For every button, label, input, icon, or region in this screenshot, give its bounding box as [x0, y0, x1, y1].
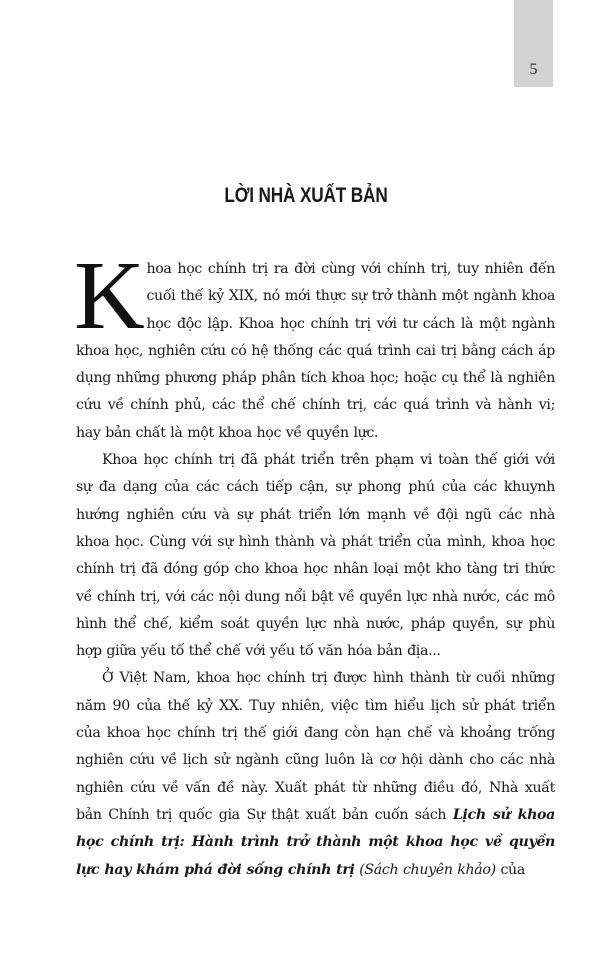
drop-cap: K: [74, 242, 145, 350]
paragraph-3-text: Ở Việt Nam, khoa học chính trị được hình thành từ cuối những năm 90 của thế kỷ XX. Tuy nhiên, việc tìm hiểu lịch sử phát triển của khoa học chính trị thế giới đang còn hạn chế và khoảng trống nghiên cứu về lịch sử ngành cũng luôn là cơ hội dành cho các nhà nghiên cứu về vấn đề này. Xuất phát từ những điều đó, Nhà xuất bản Chính trị quốc gia Sự thật xuất bản cuốn sách: [76, 670, 555, 823]
paragraph-2: Khoa học chính trị đã phát triển trên phạm vi toàn thế giới với sự đa dạng của các cách tiếp cận, sự phong phú của các khuynh hướng nghiên cứu và sự phát triển lớn mạnh về đội ngũ các nhà khoa học. Cùng với sự hình thành và phát triển của mình, khoa học chính trị đã đóng góp cho khoa học nhân loại một kho tàng tri thức về chính trị, với các nội dung nổi bật về quyền lực nhà nước, các mô hình thể chế, kiểm soát quyền lực nhà nước, pháp quyền, sự phù hợp giữa yếu tố thể chế với yếu tố văn hóa bản địa...: [76, 452, 555, 660]
paragraph-1-text: hoa học chính trị ra đời cùng với chính trị, tuy nhiên đến cuối thế kỷ XIX, nó mới thực sự trở thành một ngành khoa học độc lập. Khoa học chính trị với tư cách là một ngành khoa học, nghiên cứu có hệ thống các quá trình cai trị bằng cách áp dụng những phương pháp phân tích khoa học; hoặc cụ thể là nghiên cứu về chính phủ, các thể chế chính trị, các quá trình và hành vi; hay bản chất là một khoa học về quyền lực.: [76, 261, 555, 441]
body-text: [74, 242, 556, 884]
page-number: 5: [529, 61, 538, 78]
book-note: (Sách chuyên khảo): [359, 861, 496, 878]
page-number-tab: [514, 0, 553, 87]
book-title: Lịch sử khoa học chính trị: Hành trình trở thành một khoa học về quyền lực hay khám phá đời sống chính trị: [76, 806, 556, 878]
page-title: LỜI NHÀ XUẤT BẢN: [224, 184, 388, 207]
paragraph-3-tail: của: [495, 861, 525, 878]
paragraph-3: [76, 665, 555, 883]
paragraph-1: [74, 242, 555, 447]
